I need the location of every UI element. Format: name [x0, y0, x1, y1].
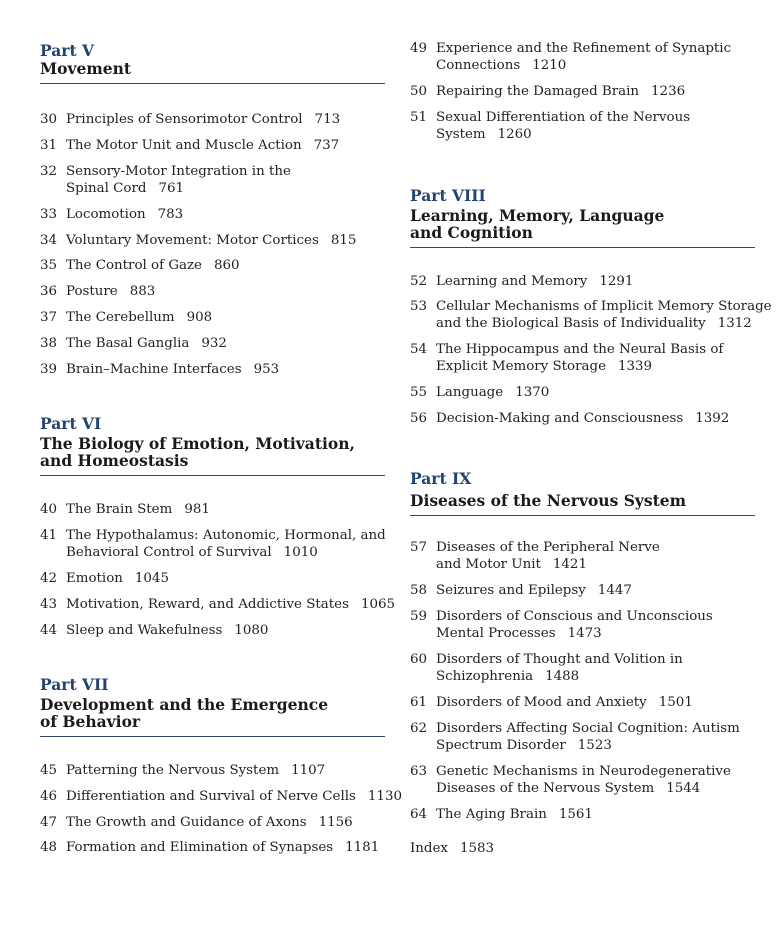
- part-label: Part VII: [40, 675, 109, 694]
- part-7-header: [40, 675, 385, 737]
- part-label: Part VIII: [410, 186, 486, 205]
- toc-index[interactable]: Index 1583: [410, 841, 495, 856]
- part-title: Learning, Memory, Language and Cognition: [410, 206, 665, 242]
- part-6-header: [40, 414, 385, 476]
- part-title: Movement: [40, 59, 132, 78]
- part-5-header: [40, 41, 385, 84]
- part-title: Development and the Emergence of Behavior: [40, 695, 329, 731]
- part-9-header: [410, 469, 755, 516]
- part-title: Diseases of the Nervous System: [410, 491, 687, 510]
- part-label: Part VI: [40, 414, 102, 433]
- part-8-header: [410, 186, 755, 248]
- part-title: The Biology of Emotion, Motivation, and Homeostasis: [40, 434, 355, 470]
- part-label: Part IX: [410, 469, 472, 488]
- part-label: Part V: [40, 41, 95, 60]
